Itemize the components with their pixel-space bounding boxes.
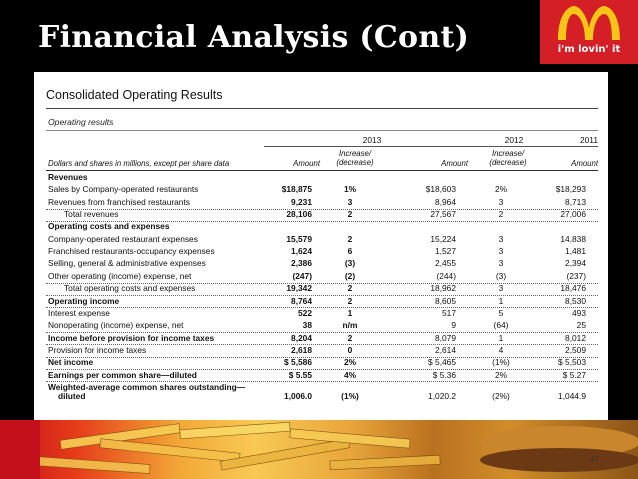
cell-p13: 2% [343, 357, 357, 368]
cell-a13: 1,006.0 [284, 390, 312, 401]
cell-p12: 1 [498, 295, 504, 306]
cell-a13: 15,579 [286, 233, 312, 244]
header-rule [46, 170, 598, 171]
cell-a11: $ 5,503 [558, 357, 586, 368]
cell-p13: 2 [347, 295, 353, 306]
cell-a12: $ 5,465 [428, 357, 456, 368]
row-label: Franchised restaurants-occupancy expenses [48, 246, 215, 257]
cell-p12: 1 [498, 332, 504, 343]
row-label: Sales by Company-operated restaurants [48, 184, 199, 195]
row-label: Total operating costs and expenses [64, 283, 196, 294]
cell-a12: 8,964 [435, 196, 456, 207]
cell-p13: 1 [347, 307, 353, 318]
cell-a12: 2,455 [435, 258, 456, 269]
cell-a11: 493 [572, 307, 586, 318]
year-rule-2011 [544, 146, 598, 147]
cell-p13: 6 [347, 246, 353, 257]
row-label: Company-operated restaurant expenses [48, 233, 198, 244]
statement-title: Consolidated Operating Results [46, 88, 223, 102]
cell-a12: 517 [442, 307, 456, 318]
cell-a13: 1,624 [291, 246, 312, 257]
cell-p13: n/m [342, 320, 358, 331]
cell-p13: 4% [343, 369, 357, 380]
row-label: Revenues [48, 172, 88, 182]
cell-p12: 3 [498, 233, 504, 244]
row-label: Provision for income taxes [48, 344, 147, 355]
financial-statement [34, 72, 608, 424]
row-label: Operating income [48, 295, 120, 306]
cell-p12: 3 [498, 246, 504, 257]
cell-a12: 15,224 [430, 233, 456, 244]
golden-arches-icon [556, 6, 622, 40]
cell-a13: 9,231 [291, 196, 312, 207]
cell-p12: 3 [498, 283, 504, 294]
row-label: Net income [48, 357, 94, 368]
title-rule [46, 108, 598, 109]
col-amount-2013: Amount [293, 159, 320, 168]
cell-p12: 3 [498, 196, 504, 207]
cell-a12: 1,020.2 [428, 390, 456, 401]
cell-a12: 9 [451, 320, 456, 331]
cell-p12: (64) [493, 320, 509, 331]
cell-p12: 3 [498, 258, 504, 269]
col-amount-2011: Amount [571, 159, 598, 168]
cell-a11: 1,044.9 [558, 390, 586, 401]
col-decrease-2012: (decrease) [489, 158, 527, 167]
cell-p12: (1%) [492, 357, 510, 368]
cell-a11: 2,394 [565, 258, 586, 269]
cell-a13: $ 5.55 [288, 369, 312, 380]
cell-a12: 2,614 [435, 344, 456, 355]
cell-p12: 4 [498, 344, 504, 355]
cell-a13: 2,618 [291, 344, 312, 355]
row-label: Operating costs and expenses [48, 221, 170, 232]
cell-a13: 19,342 [286, 283, 312, 294]
row-label: Weighted-average common shares outstanding— [48, 381, 246, 392]
cell-a11: 27,006 [560, 209, 586, 220]
cell-a13: 8,204 [291, 332, 312, 343]
cell-a12: 8,079 [435, 332, 456, 343]
section-label: Operating results [48, 117, 114, 127]
col-increase-2012: Increase/ [491, 149, 525, 158]
cell-p12: (3) [495, 270, 507, 281]
cell-a11: 1,481 [565, 246, 586, 257]
cell-a11: 14,838 [560, 233, 586, 244]
cell-a11: 18,476 [560, 283, 586, 294]
cell-a13: $18,875 [281, 184, 312, 195]
cell-a12: $ 5.36 [432, 369, 456, 380]
cell-p13: 2 [347, 233, 353, 244]
cell-a11: 8,012 [565, 332, 586, 343]
col-amount-2012: Amount [441, 159, 468, 168]
row-label: Total revenues [64, 209, 119, 220]
cell-p13: 0 [347, 344, 353, 355]
year-2013: 2013 [362, 135, 382, 145]
cell-a13: 28,106 [286, 209, 312, 220]
cell-p13: 2 [347, 209, 353, 220]
cell-a12: $18,603 [425, 184, 456, 195]
cell-p13: 2 [347, 283, 353, 294]
mcdonalds-logo [540, 0, 638, 64]
cell-a11: 25 [576, 320, 586, 331]
cell-p13: 2 [347, 332, 353, 343]
cell-a11: $18,293 [555, 184, 586, 195]
page-number: 47 [590, 455, 599, 464]
cell-p13: 3 [347, 196, 353, 207]
section-rule [46, 130, 598, 131]
cell-a12: 1,527 [435, 246, 456, 257]
col-decrease-2013: (decrease) [336, 158, 374, 167]
cell-p12: 2% [494, 184, 508, 195]
fries-burger-photo [0, 420, 638, 479]
cell-a13: 8,764 [291, 295, 312, 306]
cell-a13: (247) [292, 270, 312, 281]
cell-a11: (237) [566, 270, 586, 281]
cell-a11: 2,509 [565, 344, 586, 355]
row-label: Revenues from franchised restaurants [48, 196, 190, 207]
cell-p13: (3) [344, 258, 356, 269]
year-rule-2013 [264, 146, 422, 147]
year-2012: 2012 [504, 135, 524, 145]
cell-a12: 27,567 [430, 209, 456, 220]
row-label: Selling, general & administrative expenses [48, 258, 206, 269]
cell-a11: 8,530 [565, 295, 586, 306]
row-label: Income before provision for income taxes [48, 332, 215, 343]
cell-p12: 2% [494, 369, 508, 380]
cell-a11: $ 5.27 [562, 369, 586, 380]
cell-a12: 8,605 [435, 295, 456, 306]
cell-p12: (2%) [492, 390, 510, 401]
cell-p12: 2 [498, 209, 504, 220]
row-label: Earnings per common share—diluted [48, 369, 197, 380]
logo-tagline: i'm lovin' it [557, 44, 621, 55]
row-label: Nonoperating (income) expense, net [48, 320, 184, 331]
row-label-continued: diluted [58, 390, 86, 401]
cell-p12: 5 [498, 307, 504, 318]
cell-a12: (244) [436, 270, 456, 281]
year-rule-2012 [412, 146, 558, 147]
cell-p13: 1% [343, 184, 357, 195]
col-increase-2013: Increase/ [338, 149, 372, 158]
year-2011: 2011 [579, 135, 598, 145]
cell-a13: 38 [302, 320, 312, 331]
cell-p13: (2) [344, 270, 356, 281]
cell-a12: 18,962 [430, 283, 456, 294]
cell-a13: 2,386 [291, 258, 312, 269]
cell-a13: $ 5,586 [284, 357, 312, 368]
fries-illustration [0, 420, 638, 479]
cell-a11: 8,713 [565, 196, 586, 207]
cell-p13: (1%) [341, 390, 359, 401]
slide-title: Financial Analysis (Cont) [38, 20, 470, 55]
cell-a13: 522 [298, 307, 312, 318]
row-label: Interest expense [48, 307, 110, 318]
header-note: Dollars and shares in millions, except per share data [48, 159, 230, 168]
row-label: Other operating (income) expense, net [48, 270, 192, 281]
